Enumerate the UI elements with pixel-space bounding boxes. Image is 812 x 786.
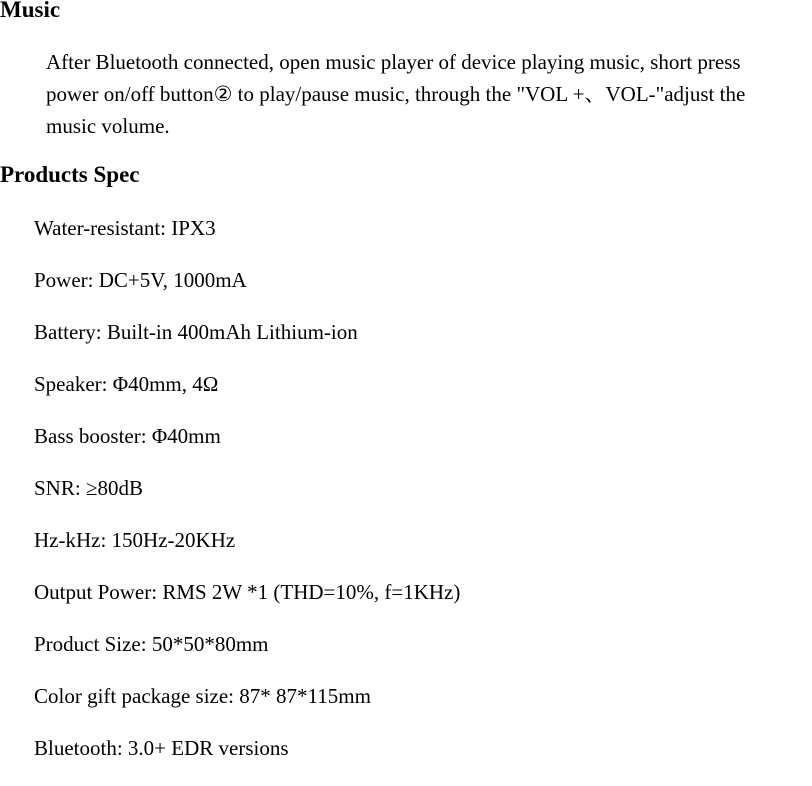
spec-battery: Battery: Built-in 400mAh Lithium-ion [34, 320, 358, 344]
spec-snr: SNR: ≥80dB [34, 476, 143, 500]
music-description-line: After Bluetooth connected, open music player of device playing music, short press [46, 50, 741, 74]
products-spec-heading: Products Spec [0, 162, 140, 187]
spec-speaker: Speaker: Φ40mm, 4Ω [34, 372, 219, 396]
music-description-line: music volume. [46, 114, 170, 138]
spec-package-size: Color gift package size: 87* 87*115mm [34, 684, 371, 708]
spec-output-power: Output Power: RMS 2W *1 (THD=10%, f=1KHz) [34, 580, 461, 604]
music-description-line: power on/off button② to play/pause music, through the "VOL +、VOL-"adjust the [46, 82, 746, 106]
spec-bass-booster: Bass booster: Φ40mm [34, 424, 221, 448]
spec-power: Power: DC+5V, 1000mA [34, 268, 247, 292]
spec-bluetooth: Bluetooth: 3.0+ EDR versions [34, 736, 289, 760]
spec-water-resistant: Water-resistant: IPX3 [34, 216, 216, 240]
spec-list [34, 214, 460, 786]
music-heading: Music [0, 0, 61, 22]
music-description [46, 46, 812, 142]
spec-frequency-range: Hz-kHz: 150Hz-20KHz [34, 528, 236, 552]
spec-product-size: Product Size: 50*50*80mm [34, 632, 269, 656]
